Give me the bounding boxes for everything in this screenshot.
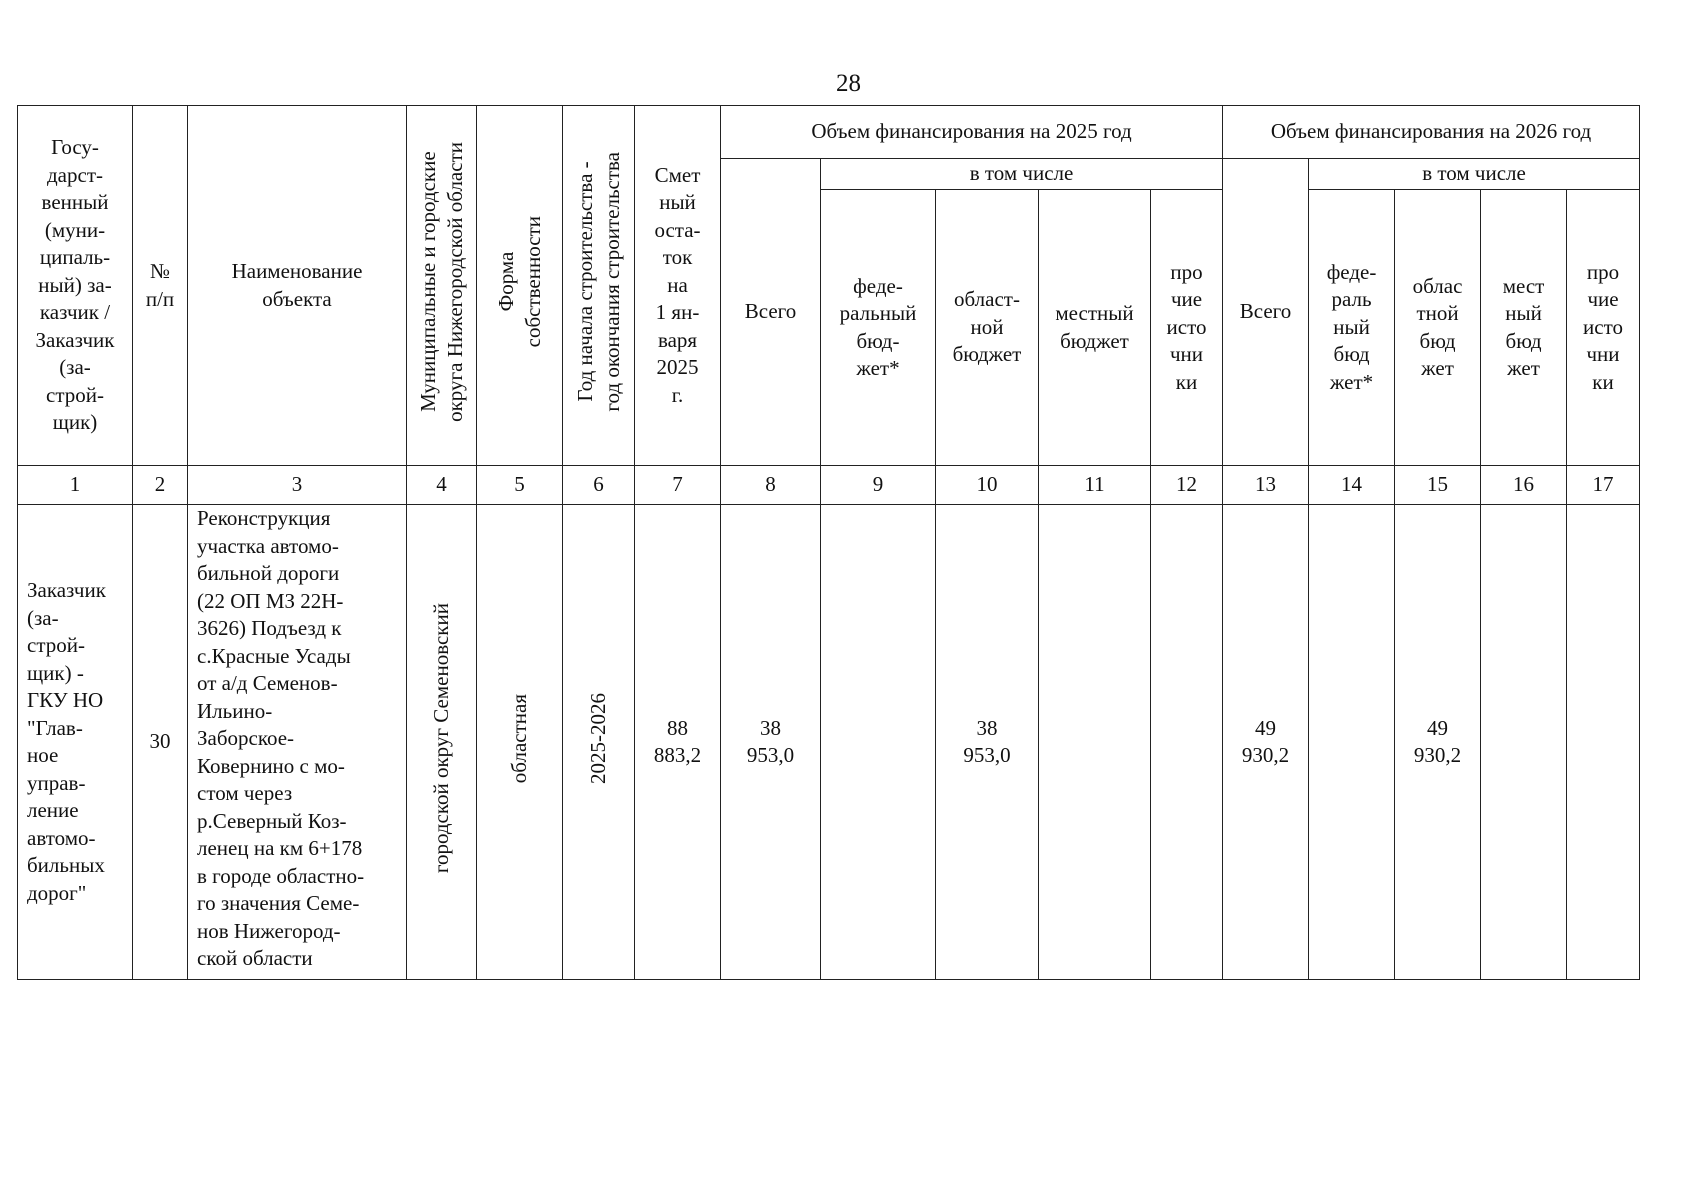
header-regional-2025: област- ной бюджет: [936, 190, 1039, 466]
column-number: 10: [936, 466, 1039, 505]
cell-regional-2026: 49 930,2: [1395, 505, 1481, 980]
column-number: 11: [1039, 466, 1151, 505]
header-years-text: Год начала строительства - год окончания строительства: [572, 151, 624, 412]
cell-total-2026: 49 930,2: [1223, 505, 1309, 980]
cell-municipality: [407, 505, 477, 980]
header-other-2026: про чие исто чни ки: [1567, 190, 1640, 466]
cell-regional-2025: 38 953,0: [936, 505, 1039, 980]
column-number: 8: [721, 466, 821, 505]
cell-estimate-balance: 88 883,2: [635, 505, 721, 980]
column-number: 13: [1223, 466, 1309, 505]
cell-customer: Заказчик (за- строй- щик) - ГКУ НО "Глав- ное управ- ление автомо- бильных дорог": [18, 505, 133, 980]
header-including-2026: в том числе: [1309, 159, 1640, 190]
cell-other-2025: [1151, 505, 1223, 980]
column-number: 17: [1567, 466, 1640, 505]
column-number: 2: [133, 466, 188, 505]
cell-municipality-text: городской округ Семеновский: [429, 603, 453, 874]
column-number: 7: [635, 466, 721, 505]
column-number: 15: [1395, 466, 1481, 505]
header-municipality-text: Муниципальные и городские округа Нижегородской области: [415, 141, 467, 422]
cell-local-2026: [1481, 505, 1567, 980]
cell-federal-2025: [821, 505, 936, 980]
header-federal-2025: феде- ральный бюд- жет*: [821, 190, 936, 466]
cell-other-2026: [1567, 505, 1640, 980]
financing-table: [17, 105, 1640, 980]
header-ownership-text: Форма собственности: [493, 216, 545, 348]
cell-federal-2026: [1309, 505, 1395, 980]
column-number: 5: [477, 466, 563, 505]
column-number: 3: [188, 466, 407, 505]
column-number: 4: [407, 466, 477, 505]
header-municipality: [407, 106, 477, 466]
header-years: [563, 106, 635, 466]
column-number: 12: [1151, 466, 1223, 505]
header-including-2025: в том числе: [821, 159, 1223, 190]
header-row-1: [18, 106, 1640, 159]
column-number: 14: [1309, 466, 1395, 505]
cell-local-2025: [1039, 505, 1151, 980]
header-customer: Госу- дарст- венный (муни- ципаль- ный) за- казчик / Заказчик (за- строй- щик): [18, 106, 133, 466]
header-ownership: [477, 106, 563, 466]
header-local-2026: мест ный бюд жет: [1481, 190, 1567, 466]
header-estimate-balance: Смет ный оста- ток на 1 ян- варя 2025 г.: [635, 106, 721, 466]
header-row-number: № п/п: [133, 106, 188, 466]
cell-object-name: Реконструкция участка автомо- бильной дороги (22 ОП МЗ 22Н- 3626) Подъезд к с.Красные Усады от а/д Семенов- Ильино- Заборское- Ковернино с мо- стом через р.Северный Коз- ленец на км 6+178 в городе областно- го значения Семе- нов Нижегород- ской области: [188, 505, 407, 980]
cell-years-text: 2025-2026: [586, 692, 610, 784]
column-number: 1: [18, 466, 133, 505]
header-other-2025: про чие исто чни ки: [1151, 190, 1223, 466]
header-total-2025: Всего: [721, 159, 821, 466]
page-number: 28: [836, 70, 861, 97]
header-local-2025: местный бюджет: [1039, 190, 1151, 466]
header-total-2026: Всего: [1223, 159, 1309, 466]
cell-ownership-text: областная: [507, 693, 531, 783]
column-number: 6: [563, 466, 635, 505]
header-federal-2026: феде- раль ный бюд жет*: [1309, 190, 1395, 466]
header-object-name: Наименование объекта: [188, 106, 407, 466]
table-row: [18, 505, 1640, 980]
cell-years: [563, 505, 635, 980]
cell-ownership: [477, 505, 563, 980]
cell-row-number: 30: [133, 505, 188, 980]
column-number: 9: [821, 466, 936, 505]
header-regional-2026: облас тной бюд жет: [1395, 190, 1481, 466]
column-number: 16: [1481, 466, 1567, 505]
cell-total-2025: 38 953,0: [721, 505, 821, 980]
header-financing-2026: Объем финансирования на 2026 год: [1223, 106, 1640, 159]
header-financing-2025: Объем финансирования на 2025 год: [721, 106, 1223, 159]
column-number-row: [18, 466, 1640, 505]
